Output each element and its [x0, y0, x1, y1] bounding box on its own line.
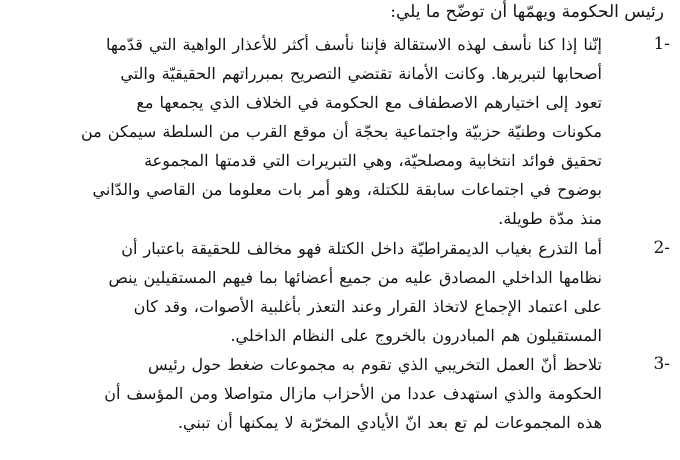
intro-line: رئيس الحكومة ويهمّها أن توضّح ما يلي:	[390, 2, 664, 22]
text-line: على اعتماد الإجماع لاتخاذ القرار وعند التعذر بأغلبية الأصوات، وقد كان	[133, 297, 602, 316]
text-line: منذ مدّة طويلة.	[498, 209, 602, 228]
list-item-3	[18, 350, 680, 437]
text-line: الحكومة والذي استهدف عددا من الأحزاب مازال متواصلا ومن المؤسف أن	[104, 384, 602, 403]
item-number: 3-	[653, 354, 670, 374]
list-item-2	[18, 234, 680, 350]
text-line: مكونات وطنيّة حزبيّة واجتماعية بحجّة أن موقع القرب من السلطة سيمكن من	[80, 122, 602, 141]
text-line: إنّنا إذا كنا نأسف لهذه الاستقالة فإننا نأسف أكثر للأعذار الواهية التي قدّمها	[106, 35, 602, 54]
text-line: بوضوح في اجتماعات سابقة للكتلة، وهو أمر بات معلوما من القاصي والدّاني	[92, 180, 602, 199]
item-text	[18, 350, 602, 437]
list-item-1	[18, 30, 680, 233]
text-line: نظامها الداخلي المصادق عليه من جميع أعضائها بما فيهم المستقيلين ينص	[108, 268, 602, 287]
text-line: تحقيق فوائد انتخابية ومصلحيّة، وهي التبريرات التي قدمتها المجموعة	[144, 151, 602, 170]
text-line: أصحابها لتبريرها. وكانت الأمانة تقتضي التصريح بمبرراتهم الحقيقيّة والتي	[120, 64, 602, 83]
text-line: تلاحظ أنّ العمل التخريبي الذي تقوم به مجموعات ضغط حول رئيس	[147, 355, 602, 374]
text-line: هذه المجموعات لم تع بعد انّ الأيادي المخرّبة لا يمكنها أن تبني.	[177, 413, 602, 432]
text-line: تعود إلى اختيارهم الاصطفاف مع الحكومة في الخلاف الذي يجمعها مع	[136, 93, 602, 112]
item-number: 2-	[653, 238, 670, 258]
item-text	[18, 30, 602, 233]
item-text	[18, 234, 602, 350]
item-number: 1-	[653, 34, 670, 54]
text-line: أما التذرع بغياب الديمقراطيّة داخل الكتلة فهو مخالف للحقيقة باعتبار أن	[121, 239, 602, 258]
text-line: المستقيلون هم المبادرون بالخروج على النظام الداخلي.	[230, 326, 602, 345]
